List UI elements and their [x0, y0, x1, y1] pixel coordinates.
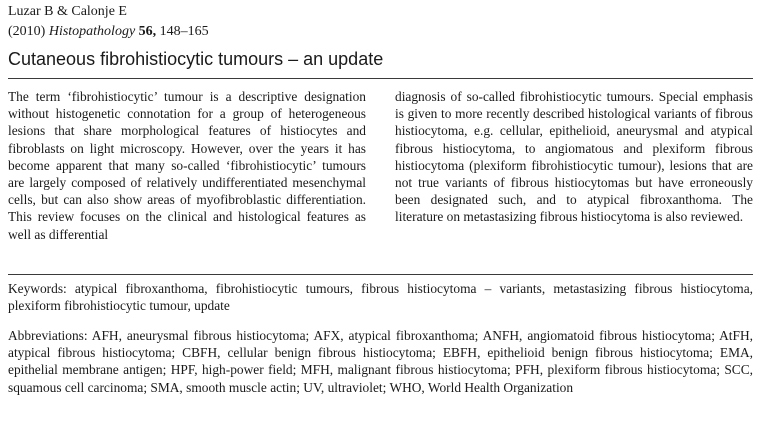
article-title: Cutaneous fibrohistiocytic tumours – an update	[8, 49, 384, 69]
citation-journal: Histopathology	[48, 24, 136, 39]
abstract-divider	[8, 274, 753, 275]
abstract-right-column: diagnosis of so-called fibrohistiocytic tumours. Special emphasis is given to more recently described histological variants of fibrous histiocytoma, e.g. cellular, epithelioid, aneurysmal and atypical fibrous histiocytoma, to angiomatous and plexiform fibrous histiocytoma (plexiform fibrohistiocytic tumour), lesions that are not true variants of fibrous histiocytomas but have erroneously been designated such, and to atypical fibroxanthoma. The literature on metastasizing fibrous histiocytoma is also reviewed.	[395, 89, 753, 225]
citation-volume: 56,	[138, 24, 157, 39]
citation-year: (2010)	[8, 24, 46, 39]
title-divider	[8, 78, 753, 79]
keywords: Keywords: atypical fibroxanthoma, fibrohistiocytic tumours, fibrous histiocytoma – variants, metastasizing fibrous histiocytoma, plexiform fibrohistiocytic tumour, update	[8, 281, 753, 314]
abbreviations: Abbreviations: AFH, aneurysmal fibrous histiocytoma; AFX, atypical fibroxanthoma; ANFH, angiomatoid fibrous histiocytoma; AtFH, atypical fibrous histiocytoma; CBFH, cellular benign fibrous histiocytoma; EBFH, epithelioid benign fibrous histiocytoma; EMA, epithelial membrane antigen; HPF, high-power field; MFH, malignant fibrous histiocytoma; PFH, plexiform fibrous histiocytoma; SCC, squamous cell carcinoma; SMA, smooth muscle actin; UV, ultraviolet; WHO, World Health Organization	[8, 328, 753, 395]
authors-line: Luzar B & Calonje E	[8, 4, 127, 19]
citation-line	[8, 23, 209, 41]
abstract-left-column: The term ‘fibrohistiocytic’ tumour is a descriptive designation without histogenetic connotation for a group of heterogeneous lesions that share morphological features of histiocytes and fibroblasts on light microscopy. However, over the years it has become apparent that many so-called ‘fibrohistiocytic’ tumours are largely composed of relatively undifferentiated mesenchymal cells, but can also show areas of myofibroblastic differentiation. This review focuses on the clinical and histological features as well as differential	[8, 89, 366, 242]
citation-pages: 148–165	[159, 24, 209, 39]
